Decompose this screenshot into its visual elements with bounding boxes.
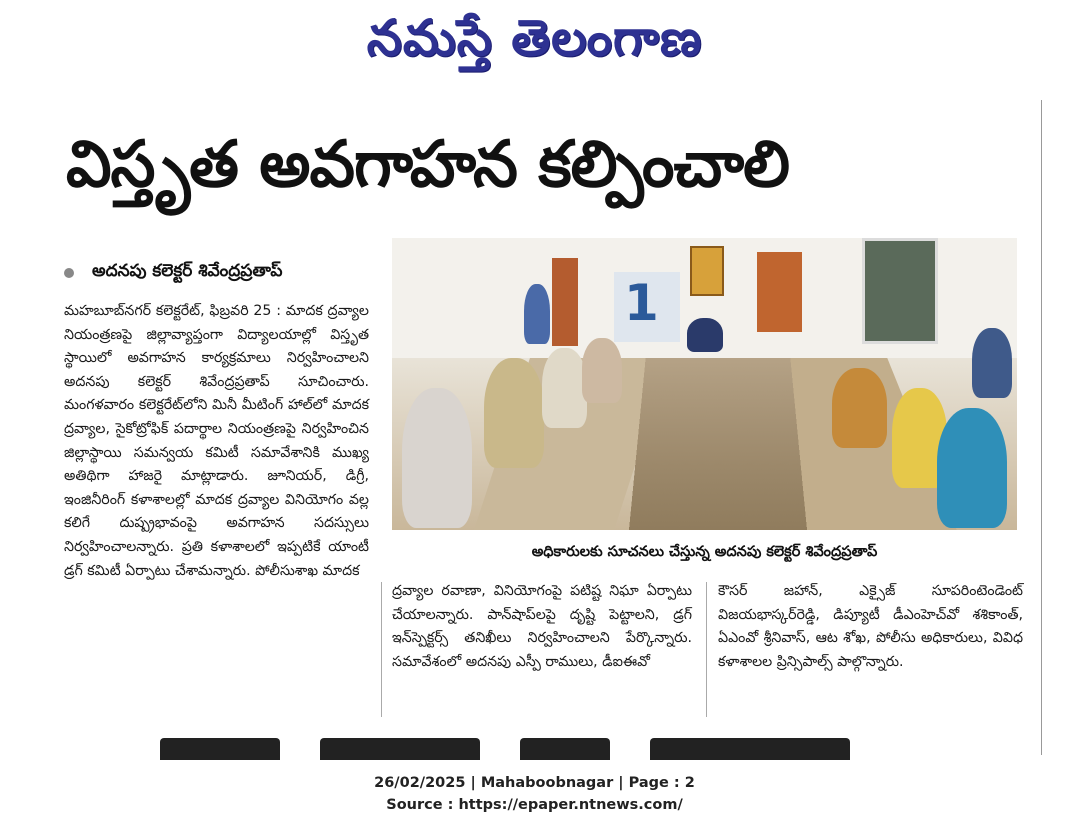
- byline: [64, 258, 283, 288]
- person-figure: [402, 388, 472, 528]
- photo-banner: 1: [614, 272, 680, 342]
- newspaper-logo: నమస్తే తెలంగాణ: [366, 9, 703, 67]
- news-photo: [392, 238, 1017, 530]
- article-column-right: కౌసర్ జహాన్, ఎక్సైజ్ సూపరింటెండెంట్ విజయభాస్కర్‌రెడ్డి, డిప్యూటీ డీఎంహెచ్‌వో శశికాంత్, ఏఎంవో శ్రీనివాస్, ఆట శోఖ, పోలీసు అధికారులు, వివిధ కళాశాలల ప్రిన్సిపాల్స్ పాల్గొన్నారు.: [718, 583, 1023, 670]
- photo-window: [862, 238, 938, 344]
- photo-door-right: [757, 252, 802, 332]
- person-figure: [937, 408, 1007, 528]
- person-figure: [687, 318, 723, 352]
- person-figure: [542, 348, 587, 428]
- person-figure: [582, 338, 622, 403]
- column-divider: [381, 582, 382, 717]
- photo-caption: అధికారులకు సూచనలు చేస్తున్న అదనపు కలెక్టర్ శివేంద్రప్రతాప్: [531, 544, 878, 560]
- footer-source-line: Source : https://epaper.ntnews.com/: [386, 797, 683, 813]
- masthead: [0, 0, 1069, 80]
- person-figure: [972, 328, 1012, 398]
- bullet-icon: [64, 268, 74, 278]
- person-figure: [524, 284, 550, 344]
- person-figure: [484, 358, 544, 468]
- column-divider: [1041, 100, 1042, 755]
- article-column-left: మహబూబ్‌నగర్ కలెక్టరేట్, ఫిబ్రవరి 25 : మాదక ద్రవ్యాల నియంత్రణపై జిల్లావ్యాప్తంగా విద్యాలయాల్లో విస్తృత స్థాయిలో అవగాహన కార్యక్రమాలు నిర్వహించాలని అదనపు కలెక్టర్ శివేంద్రప్రతాప్ సూచించారు. మంగళవారం కలెక్టరేట్‌లోని మినీ మీటింగ్ హాల్‌లో మాదక ద్రవ్యాల, సైకోట్రోఫిక్ పదార్థాల నియంత్రణపై నిర్వహించిన జిల్లాస్థాయి సమన్వయ కమిటీ సమావేశానికి ముఖ్య అతిథిగా హాజరై మాట్లాడారు. జూనియర్, డిగ్రీ, ఇంజినీరింగ్ కళాశాలల్లో మాదక ద్రవ్యాల వినియోగం వల్ల కలిగే దుష్ప్రభావంపై అవగాహన సదస్సులు నిర్వహించాలన్నారు. ప్రతి కళాశాలలో ఇప్పటికే యాంటీ డ్రగ్ కమిటీ ఏర్పాటు చేశామన్నారు. పోలీసుశాఖ మాదక: [64, 303, 369, 579]
- article-headline: విస్తృత అవగాహన కల్పించాలి: [66, 128, 789, 202]
- person-figure: [832, 368, 887, 448]
- photo-table-center: [629, 358, 808, 530]
- byline-text: అదనపు కలెక్టర్ శివేంద్రప్రతాప్: [92, 261, 283, 281]
- cropped-text-strip: [64, 96, 924, 106]
- emblem-icon: [690, 246, 724, 296]
- cropped-next-headline: [160, 738, 980, 760]
- photo-door-left: [552, 258, 578, 346]
- column-divider: [706, 582, 707, 717]
- page-footer: [0, 772, 1069, 816]
- article-column-middle: ద్రవ్యాల రవాణా, వినియోగంపై పటిష్ట నిఘా ఏర్పాటు చేయాలన్నారు. పాన్‌షాప్‌లపై దృష్టి పెట్టాలని, డ్రగ్ ఇన్‌స్పెక్టర్స్ తనిఖీలు నిర్వహించాలని పేర్కొన్నారు. సమావేశంలో అదనపు ఎస్పీ రాములు, డీఐఈవో: [392, 583, 692, 670]
- footer-date-line: 26/02/2025 | Mahaboobnagar | Page : 2: [374, 775, 695, 791]
